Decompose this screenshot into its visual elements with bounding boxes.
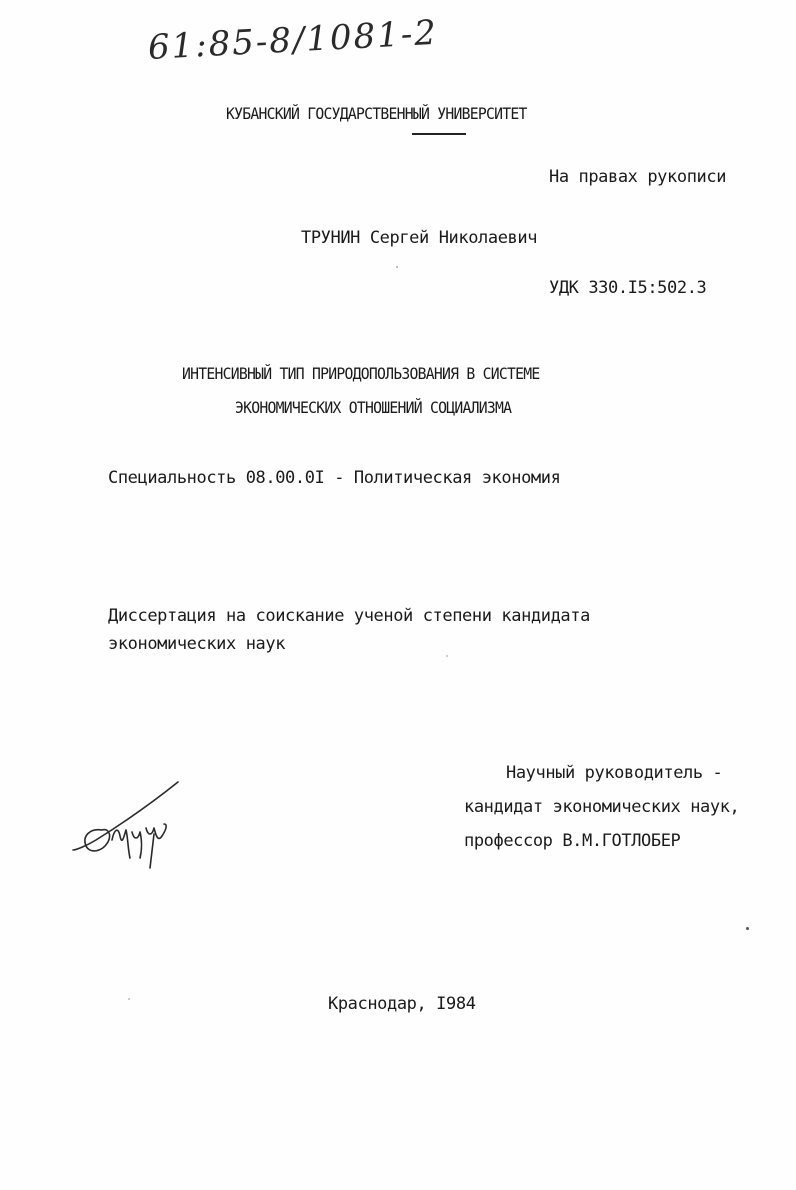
university-name: КУБАНСКИЙ ГОСУДАРСТВЕННЫЙ УНИВЕРСИТЕТ <box>226 104 527 123</box>
archive-number-handwritten: 61:85-8/1081-2 <box>146 12 439 68</box>
university-underline <box>412 133 466 135</box>
dissertation-line-1: Диссертация на соискание ученой степени кандидата <box>108 606 590 626</box>
udc-code: УДК 330.I5:502.3 <box>549 278 707 298</box>
title-line-2: ЭКОНОМИЧЕСКИХ ОТНОШЕНИЙ СОЦИАЛИЗМА <box>235 398 512 417</box>
specialty-line: Специальность 08.00.0I - Политическая экономия <box>108 468 561 488</box>
supervisor-line-1: Научный руководитель - <box>506 763 723 783</box>
title-line-1: ИНТЕНСИВНЫЙ ТИП ПРИРОДОПОЛЬЗОВАНИЯ В СИСТЕМЕ <box>182 364 540 383</box>
place-and-year: Краснодар, I984 <box>328 994 476 1014</box>
author-name: ТРУНИН Сергей Николаевич <box>301 228 538 248</box>
paper-speck <box>128 998 130 1000</box>
paper-speck <box>396 266 398 268</box>
dissertation-line-2: экономических наук <box>108 634 286 654</box>
paper-speck <box>746 927 749 930</box>
handwritten-signature <box>68 778 188 873</box>
supervisor-line-2: кандидат экономических наук, <box>464 797 740 817</box>
paper-speck <box>446 655 448 657</box>
manuscript-rights-note: На правах рукописи <box>549 167 727 187</box>
supervisor-line-3: профессор В.М.ГОТЛОБЕР <box>464 831 681 851</box>
